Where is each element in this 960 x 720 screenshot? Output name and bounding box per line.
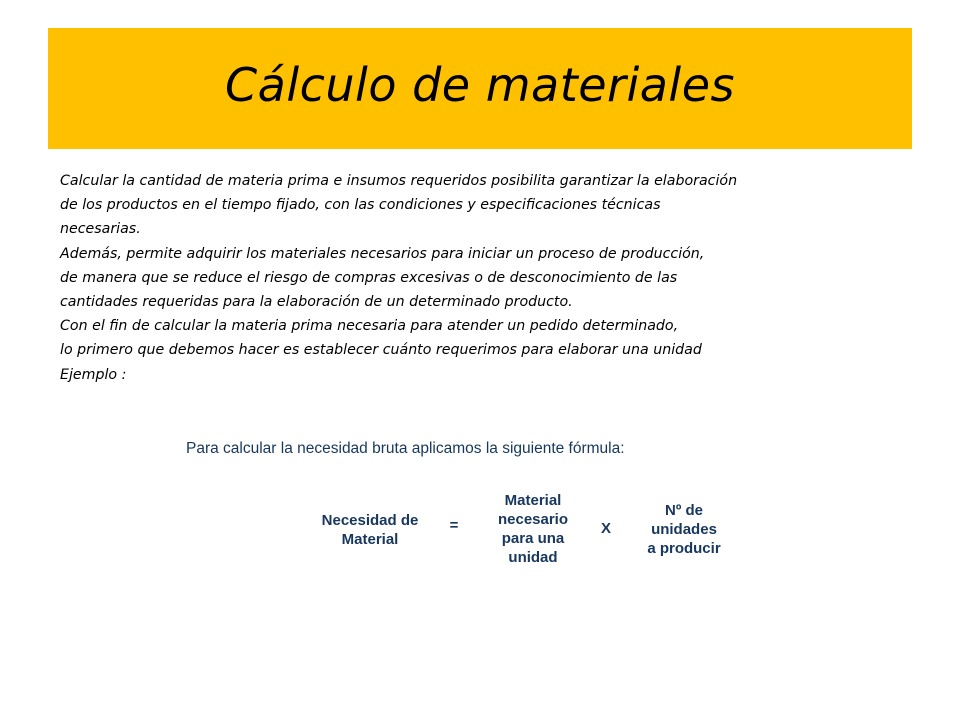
formula-middle-term: [480, 491, 586, 567]
formula-left-line: Necesidad de: [321, 512, 419, 529]
body-paragraph: [60, 169, 860, 387]
formula-middle-line: necesario: [497, 511, 569, 528]
page-title: Cálculo de materiales: [225, 57, 735, 112]
formula-equals-sign: =: [449, 517, 459, 534]
body-line: necesarias.: [60, 221, 141, 238]
formula-right-line: a producir: [647, 540, 721, 557]
body-line: Con el fin de calcular la materia prima necesaria para atender un pedido determinado,: [60, 318, 679, 335]
formula-times-sign: X: [600, 520, 611, 537]
formula-intro: Para calcular la necesidad bruta aplicamos la siguiente fórmula:: [186, 440, 625, 457]
body-line: de los productos en el tiempo fijado, con las condiciones y especificaciones técnicas: [60, 197, 661, 214]
formula-right-line: Nº de: [665, 502, 703, 519]
formula-right-line: unidades: [651, 521, 717, 538]
formula-left-line: Material: [341, 531, 399, 548]
body-line: de manera que se reduce el riesgo de compras excesivas o de desconocimiento de las: [60, 269, 678, 286]
formula-middle-line: para una: [501, 530, 565, 547]
formula-middle-line: unidad: [508, 549, 558, 566]
formula-middle-line: Material: [504, 492, 562, 509]
formula-right-term: [624, 501, 744, 558]
body-line: Calcular la cantidad de materia prima e insumos requeridos posibilita garantizar la elaboración: [60, 173, 738, 189]
formula-left-term: [300, 511, 440, 549]
body-line: lo primero que debemos hacer es establecer cuánto requerimos para elaborar una unidad: [60, 342, 702, 359]
title-bar: [48, 28, 912, 149]
body-line: Ejemplo :: [60, 366, 127, 383]
body-line: Además, permite adquirir los materiales necesarios para iniciar un proceso de producción,: [60, 245, 705, 262]
body-line: cantidades requeridas para la elaboración de un determinado producto.: [60, 294, 573, 311]
